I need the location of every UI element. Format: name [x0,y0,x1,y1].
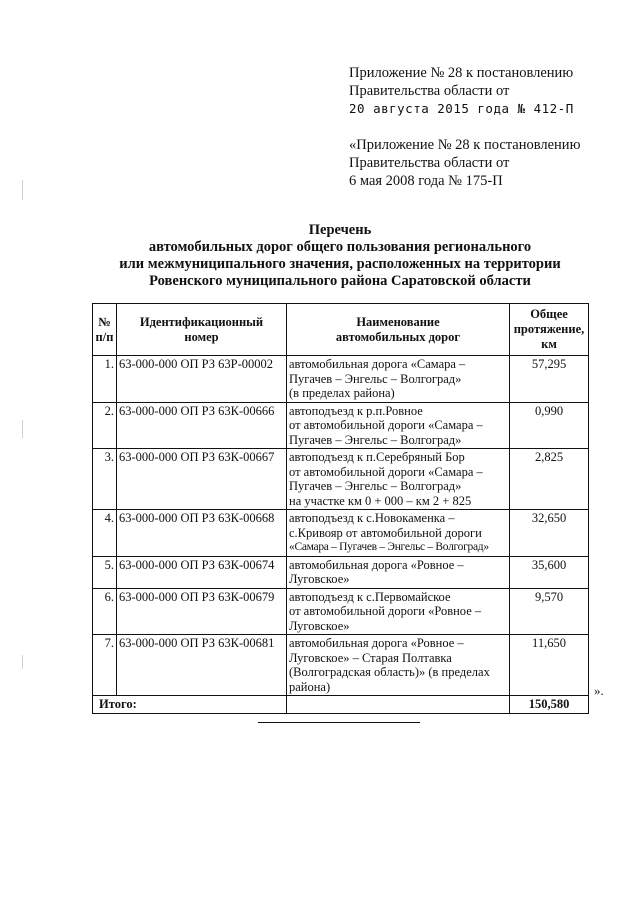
row-name: автоподъезд к с.Первомайское от автомобильной дороги «Ровное – Луговское» [287,588,510,635]
row-length: 2,825 [510,449,589,510]
title-line4: Ровенского муниципального района Саратовской области [149,273,531,289]
annex-current [349,64,574,118]
closing-quote: ». [594,683,604,698]
row-num: 4. [93,510,117,557]
table-row [93,510,589,557]
table-row [93,635,589,696]
header-num: № п/п [93,304,117,356]
title-line3: или межмуниципального значения, расположенных на территории [119,256,561,272]
annex-current-line1: Приложение № 28 к постановлению [349,65,574,81]
row-name: автомобильная дорога «Самара – Пугачев – Энгельс – Волгоград» (в пределах района) [287,356,510,403]
row-num: 3. [93,449,117,510]
annex-previous-date: 6 мая 2008 года № 175-П [349,173,503,189]
row-num: 1. [93,356,117,403]
row-id: 63-000-000 ОП РЗ 63Р-00002 [117,356,287,403]
separator-line [258,722,420,723]
scan-margin-line [22,655,23,669]
document-title [90,222,590,290]
row-num: 2. [93,402,117,449]
row-id: 63-000-000 ОП РЗ 63К-00668 [117,510,287,557]
header-id: Идентификационный номер [117,304,287,356]
annex-previous-line2: Правительства области от [349,155,510,171]
total-label: Итого: [93,696,287,714]
row-id: 63-000-000 ОП РЗ 63К-00681 [117,635,287,696]
header-name: Наименование автомобильных дорог [287,304,510,356]
annex-current-date: 20 августа 2015 года № 412-П [349,101,574,116]
total-row [93,696,589,714]
row-id: 63-000-000 ОП РЗ 63К-00679 [117,588,287,635]
row-num: 5. [93,556,117,588]
row-name: автоподъезд к р.п.Ровное от автомобильной дороги «Самара – Пугачев – Энгельс – Волгоград» [287,402,510,449]
table-row [93,449,589,510]
total-value: 150,580 [510,696,589,714]
title-line2: автомобильных дорог общего пользования регионального [148,239,532,255]
row-length: 11,650 [510,635,589,696]
header-length: Общее протяжение, км [510,304,589,356]
row-id: 63-000-000 ОП РЗ 63К-00666 [117,402,287,449]
annex-previous [349,136,580,190]
row-name: автомобильная дорога «Ровное – Луговское» [287,556,510,588]
table-header-row [93,304,589,356]
row-length: 9,570 [510,588,589,635]
scan-margin-line [22,420,23,438]
table-row [93,402,589,449]
row-name: автомобильная дорога «Ровное – Луговское» – Старая Полтавка (Волгоградская область)» (в пределах района) [287,635,510,696]
row-length: 35,600 [510,556,589,588]
row-length: 0,990 [510,402,589,449]
row-num: 7. [93,635,117,696]
row-id: 63-000-000 ОП РЗ 63К-00674 [117,556,287,588]
annex-previous-line1: «Приложение № 28 к постановлению [349,137,581,153]
row-num: 6. [93,588,117,635]
table-row [93,356,589,403]
row-name: автоподъезд к с.Новокаменка – с.Кривояр от автомобильной дороги «Самара – Пугачев – Энгельс – Волгоград» [287,510,510,557]
row-id: 63-000-000 ОП РЗ 63К-00667 [117,449,287,510]
table-row [93,588,589,635]
row-length: 32,650 [510,510,589,557]
scan-margin-line [22,180,23,200]
annex-current-line2: Правительства области от [349,83,510,99]
row-length: 57,295 [510,356,589,403]
row-name: автоподъезд к п.Серебряный Бор от автомобильной дороги «Самара – Пугачев – Энгельс – Волгоград» на участке км 0 + 000 – км 2 + 825 [287,449,510,510]
title-line1: Перечень [308,222,372,238]
table-row [93,556,589,588]
roads-table [92,303,589,714]
total-empty-cell [287,696,510,714]
